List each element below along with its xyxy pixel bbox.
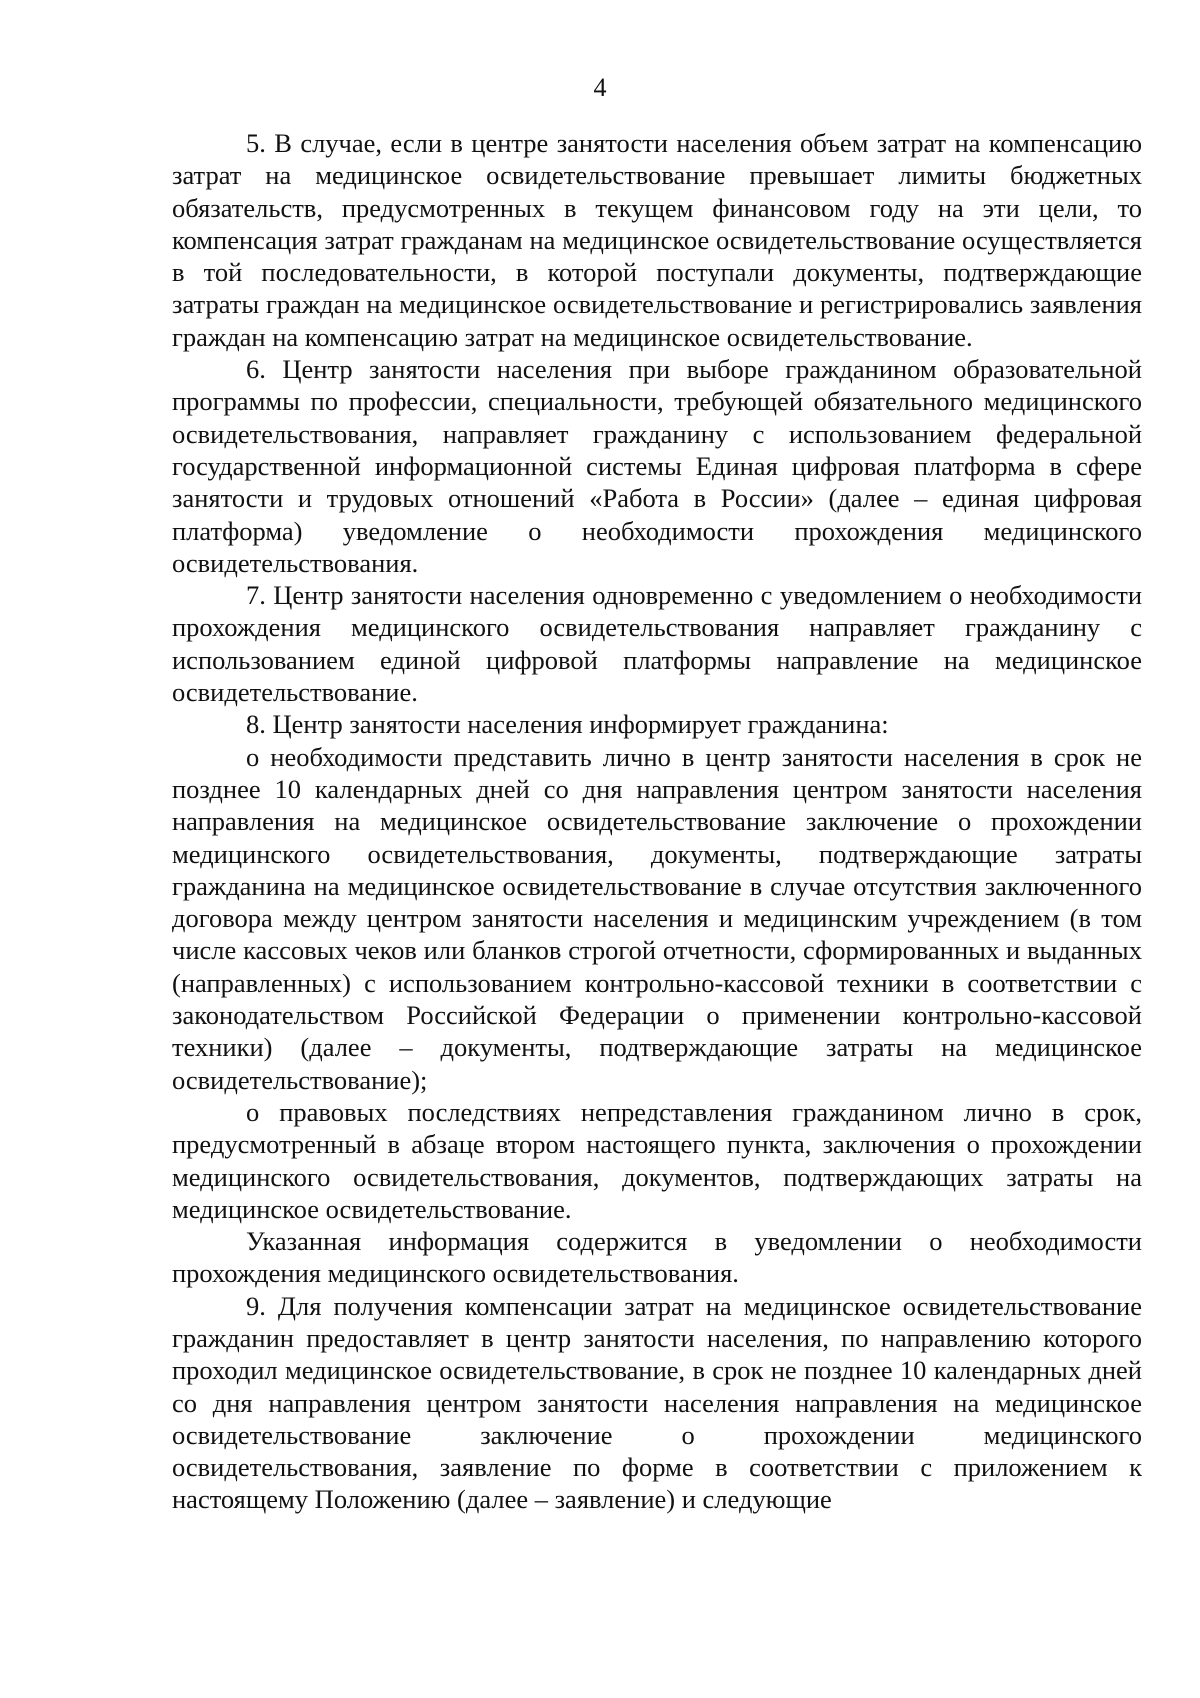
paragraph-6: 6. Центр занятости населения при выборе гражданином образовательной программы по профессии, специальности, требующей обязательного медицинского освидетельствования, направляет гражданину с использованием федеральной государственной информационной системы Единая цифровая платформа в сфере занятости и трудовых отношений «Работа в России» (далее – единая цифровая платформа) уведомление о необходимости прохождения медицинского освидетельствования. xyxy=(172,354,1142,578)
paragraph-9: 9. Для получения компенсации затрат на медицинское освидетельствование гражданин предоставляет в центр занятости населения, по направлению которого проходил медицинское освидетельствование, в срок не позднее 10 календарных дней со дня направления центром занятости населения направления на медицинское освидетельствование заключение о прохождении медицинского освидетельствования, заявление по форме в соответствии с приложением к настоящему Положению (далее – заявление) и следующие xyxy=(172,1290,1142,1515)
paragraph-7: 7. Центр занятости населения одновременно с уведомлением о необходимости прохождения медицинского освидетельствования направляет гражданину с использованием единой цифровой платформы направление на медицинское освидетельствование. xyxy=(172,580,1142,708)
paragraph-5: 5. В случае, если в центре занятости населения объем затрат на компенсацию затрат на медицинское освидетельствование превышает лимиты бюджетных обязательств, предусмотренных в текущем финансовом году на эти цели, то компенсация затрат гражданам на медицинское освидетельствование осуществляется в той последовательности, в которой поступали документы, подтверждающие затраты граждан на медицинское освидетельствование и регистрировались заявления граждан на компенсацию затрат на медицинское освидетельствование. xyxy=(172,128,1142,352)
paragraph-8: 8. Центр занятости населения информирует гражданина: xyxy=(246,709,889,740)
paragraph-8-item-2: о правовых последствиях непредставления гражданином лично в срок, предусмотренный в абзаце втором настоящего пункта, заключения о прохождении медицинского освидетельствования, документов, подтверждающих затраты на медицинское освидетельствование. xyxy=(172,1096,1142,1224)
paragraph-8-item-1: о необходимости представить лично в центр занятости населения в срок не позднее 10 календарных дней со дня направления центром занятости населения направления на медицинское освидетельствование заключение о прохождении медицинского освидетельствования, документы, подтверждающие затраты гражданина на медицинское освидетельствование в случае отсутствия заключенного договора между центром занятости населения и медицинским учреждением (в том числе кассовых чеков или бланков строгой отчетности, сформированных и выданных (направленных) с использованием контрольно-кассовой техники в соответствии с законодательством Российской Федерации о применении контрольно-кассовой техники) (далее – документы, подтверждающие затраты на медицинское освидетельствование); xyxy=(172,741,1142,1095)
page-number: 4 xyxy=(593,73,607,102)
document-body xyxy=(172,127,1142,1516)
paragraph-8-note: Указанная информация содержится в уведомлении о необходимости прохождения медицинского освидетельствования. xyxy=(172,1226,1142,1289)
